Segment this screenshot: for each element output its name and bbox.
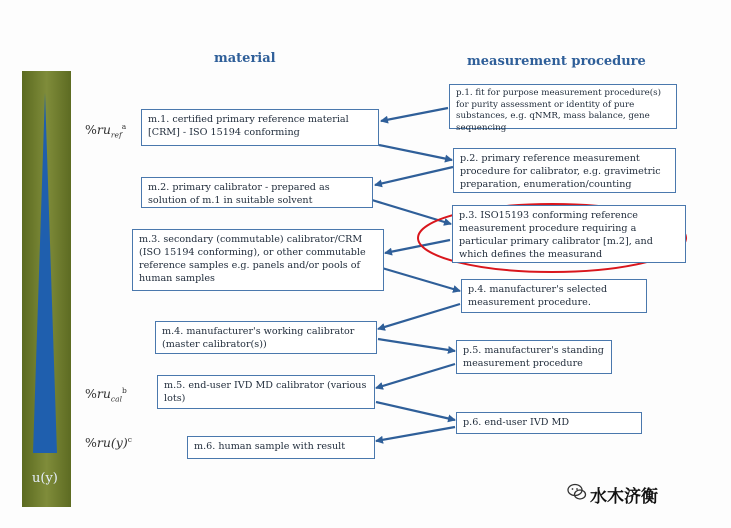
arrow-m4-p5 [378,339,455,351]
box-p2: p.2. primary reference measurement procedure for calibrator, e.g. gravimetric preparation, enumeration/counting [453,148,676,193]
box-m2: m.2. primary calibrator - prepared as solution of m.1 in suitable solvent [141,177,373,208]
box-p4: p.4. manufacturer's selected measurement procedure. [461,279,647,313]
wechat-icon [567,482,587,502]
label-ru-y: $\%ru(y)^c$ [85,435,132,451]
box-m6: m.6. human sample with result [187,436,375,459]
box-m3: m.3. secondary (commutable) calibrator/CRM (ISO 15194 conforming), or other commutable reference samples e.g. panels and/or pools of human samples [132,229,384,291]
box-m1: m.1. certified primary reference material [CRM] - ISO 15194 conforming [141,109,379,146]
box-m5: m.5. end-user IVD MD calibrator (various lots) [157,375,375,409]
arrow-m3-p4 [382,268,460,291]
arrow-p2-m2 [375,167,453,185]
box-p1: p.1. fit for purpose measurement procedure(s) for purity assessment or identity of pure substances, e.g. qNMR, mass balance, gene sequencing [449,84,677,129]
arrow-p4-m4 [378,304,460,329]
box-p3: p.3. ISO15193 conforming reference measurement procedure requiring a particular primary calibrator [m.2], and which defines the measurand [452,205,686,263]
arrow-p1-m1 [381,108,448,121]
arrow-m1-p2 [379,145,452,160]
label-ru-ref: $\%ru_{ref}^a$ [85,122,127,140]
box-m4: m.4. manufacturer's working calibrator (master calibrator(s)) [155,321,377,354]
arrow-p5-m5 [376,364,455,388]
box-p5: p.5. manufacturer's standing measurement procedure [456,340,612,374]
watermark-text: 水木济衡 [590,487,658,507]
arrow-p6-m6 [376,427,455,441]
label-ru-cal: $\%ru_{cal}^b$ [85,386,127,404]
header-material: material [214,51,276,66]
box-p6: p.6. end-user IVD MD [456,412,642,434]
uy-label: u(y) [32,471,58,486]
header-measurement-procedure: measurement procedure [467,54,646,69]
arrow-m5-p6 [376,402,455,420]
arrow-p3-m3 [385,240,450,253]
